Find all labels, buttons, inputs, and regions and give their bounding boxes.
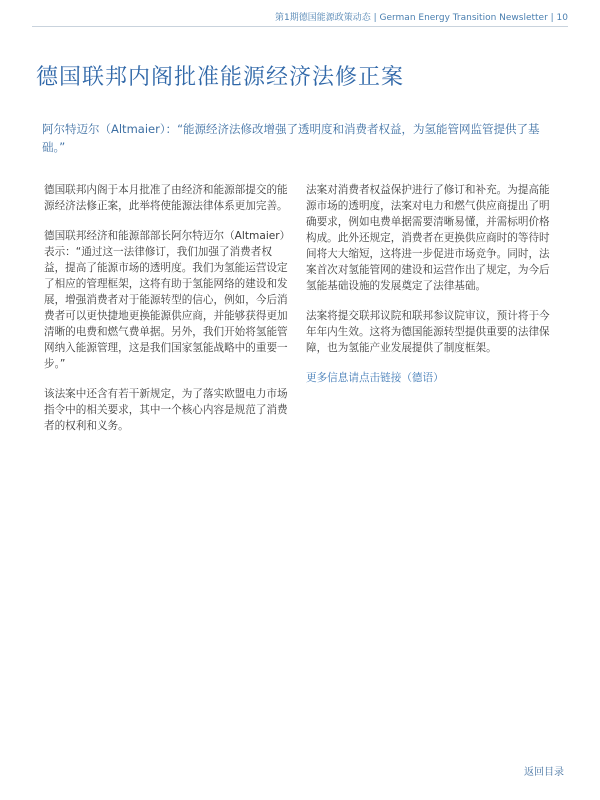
running-head: 第1期德国能源政策动态 | German Energy Transition Newsletter | 10 (275, 13, 568, 23)
paragraph: 法案将提交联邦议院和联邦参议院审议，预计将于今年年内生效。这将为德国能源转型提供重要的法律保障，也为氢能产业发展提供了制度框架。 (306, 310, 550, 354)
back-to-contents-link[interactable]: 返回目录 (524, 767, 564, 778)
more-info-link[interactable]: 更多信息请点击链接（德语） (306, 372, 444, 384)
paragraph: 法案对消费者权益保护进行了修订和补充。为提高能源市场的透明度，法案对电力和燃气供应商提出了明确要求，例如电费单据需要清晰易懂，并需标明价格构成。此外还规定，消费者在更换供应商时的等待时间将大大缩短，这将进一步促进市场竞争。同时，法案首次对氢能管网的建设和运营作出了规定，为今后氢能基础设施的发展奠定了法律基础。 (306, 184, 550, 292)
paragraph: 德国联邦内阁于本月批准了由经济和能源部提交的能源经济法修正案，此举将使能源法律体系更加完善。 (44, 184, 288, 212)
header-rule (32, 26, 568, 27)
paragraph: 德国联邦经济和能源部部长阿尔特迈尔（Altmaier）表示：“通过这一法律修订，我们加强了消费者权益，提高了能源市场的透明度。我们为氢能运营设定了相应的管理框架，这将有助于氢能网络的建设和发展，增强消费者对于能源转型的信心，例如，今后消费者可以更快捷地更换能源供应商，并能够获得更加清晰的电费和燃气费单据。另外，我们开始将氢能管网纳入能源管理，这是我们国家氢能战略中的重要一步。” (44, 230, 291, 370)
lead-quote: 阿尔特迈尔（Altmaier）：“能源经济法修改增强了透明度和消费者权益，为氢能管网监管提供了基础。” (42, 122, 540, 154)
left-column (44, 182, 292, 448)
right-column (306, 182, 554, 400)
paragraph: 该法案中还含有若干新规定，为了落实欧盟电力市场指令中的相关要求，其中一个核心内容是规范了消费者的权利和义务。 (44, 388, 288, 432)
page-title: 德国联邦内阁批准能源经济法修正案 (36, 65, 405, 90)
